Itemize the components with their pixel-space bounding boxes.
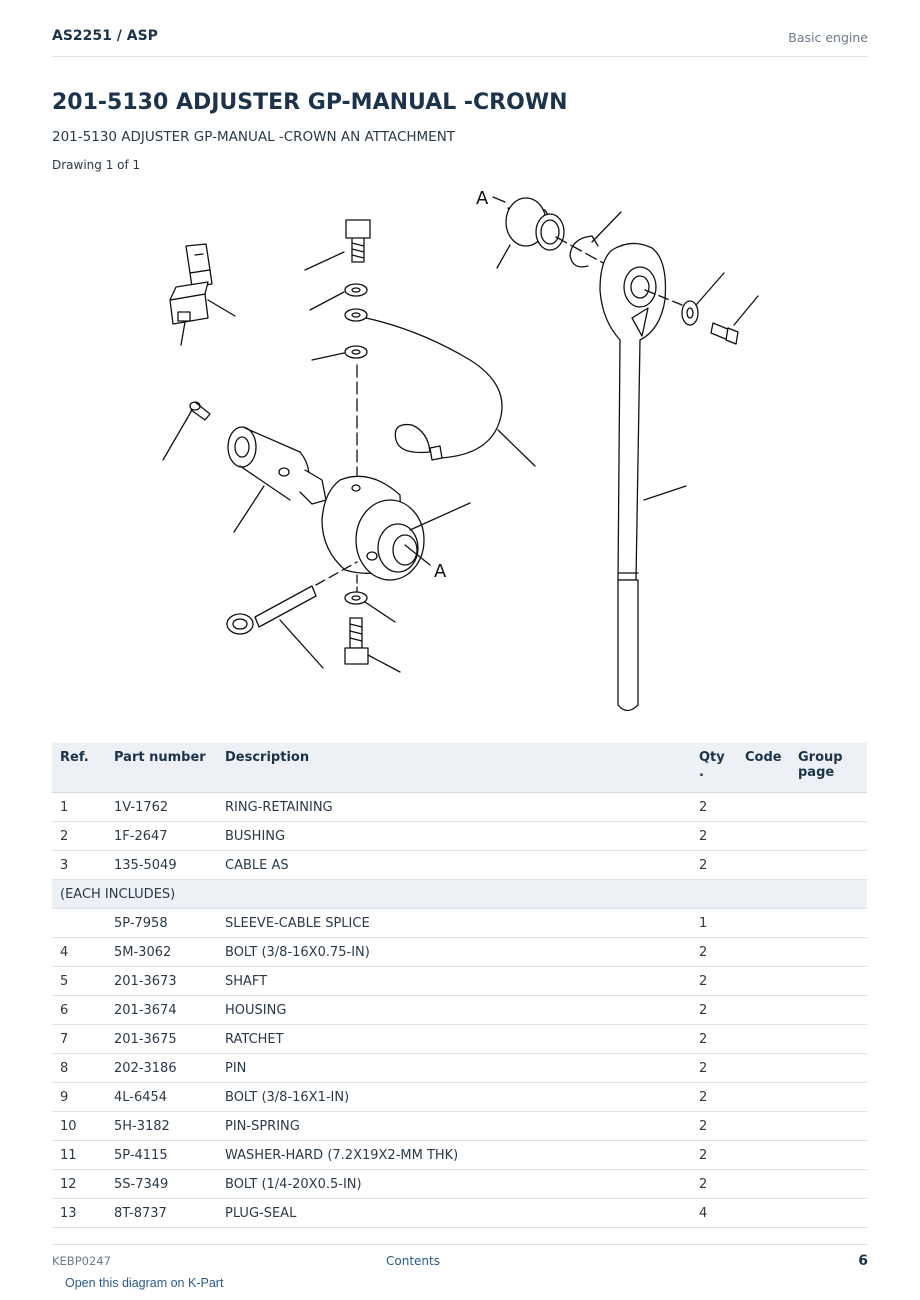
cell-qty: 2 bbox=[691, 1083, 737, 1112]
cell-part-number: 4L-6454 bbox=[106, 1083, 217, 1112]
pin-part bbox=[227, 562, 357, 668]
table-row bbox=[52, 822, 867, 851]
cell-code bbox=[737, 1141, 790, 1170]
cell-group-page bbox=[790, 1083, 867, 1112]
cell-description: BOLT (1/4-20X0.5-IN) bbox=[217, 1170, 691, 1199]
cell-part-number: 5S-7349 bbox=[106, 1170, 217, 1199]
cell-part-number: 1V-1762 bbox=[106, 793, 217, 822]
cell-code bbox=[737, 1025, 790, 1054]
cell-ref bbox=[52, 909, 106, 938]
washer-hard-part bbox=[682, 273, 758, 344]
cell-code bbox=[737, 1112, 790, 1141]
cell-code bbox=[737, 822, 790, 851]
cell-part-number: 135-5049 bbox=[106, 851, 217, 880]
cell-qty: 2 bbox=[691, 1112, 737, 1141]
table-row bbox=[52, 1025, 867, 1054]
cell-group-page bbox=[790, 909, 867, 938]
cell-part-number: 201-3675 bbox=[106, 1025, 217, 1054]
table-row bbox=[52, 1112, 867, 1141]
housing-part bbox=[322, 476, 470, 580]
document-id: AS2251 / ASP bbox=[52, 28, 158, 44]
table-row bbox=[52, 938, 867, 967]
col-description: Description bbox=[217, 743, 691, 793]
page-number: 6 bbox=[858, 1253, 868, 1269]
cell-ref: 3 bbox=[52, 851, 106, 880]
callout-a-bottom: A bbox=[434, 561, 447, 582]
cell-description: RATCHET bbox=[217, 1025, 691, 1054]
cell-group-page bbox=[790, 1025, 867, 1054]
cell-qty: 2 bbox=[691, 1054, 737, 1083]
cell-ref: 7 bbox=[52, 1025, 106, 1054]
cell-ref: 8 bbox=[52, 1054, 106, 1083]
col-qty: Qty . bbox=[691, 743, 737, 793]
cell-description: HOUSING bbox=[217, 996, 691, 1025]
bottom-bolt-part bbox=[345, 575, 400, 672]
cell-qty: 2 bbox=[691, 822, 737, 851]
cell-part-number: 202-3186 bbox=[106, 1054, 217, 1083]
cell-code bbox=[737, 967, 790, 996]
cell-ref: 11 bbox=[52, 1141, 106, 1170]
cell-part-number: 201-3674 bbox=[106, 996, 217, 1025]
table-row bbox=[52, 851, 867, 880]
plug-seal-part bbox=[170, 244, 235, 345]
contents-link[interactable]: Contents bbox=[386, 1254, 440, 1268]
cell-group-page bbox=[790, 851, 867, 880]
cell-ref: 10 bbox=[52, 1112, 106, 1141]
table-row bbox=[52, 1170, 867, 1199]
parts-table bbox=[52, 743, 867, 1228]
cell-code bbox=[737, 1170, 790, 1199]
cell-part-number: 5P-7958 bbox=[106, 909, 217, 938]
cell-qty: 2 bbox=[691, 793, 737, 822]
drawing-label: Drawing 1 of 1 bbox=[52, 158, 141, 172]
cell-description: BUSHING bbox=[217, 822, 691, 851]
document-code: KEBP0247 bbox=[52, 1254, 111, 1268]
table-row bbox=[52, 1054, 867, 1083]
cable-assembly-part bbox=[366, 318, 535, 466]
col-part-number: Part number bbox=[106, 743, 217, 793]
cell-group-page bbox=[790, 996, 867, 1025]
cell-description: RING-RETAINING bbox=[217, 793, 691, 822]
cell-part-number: 201-3673 bbox=[106, 967, 217, 996]
cell-description: BOLT (3/8-16X1-IN) bbox=[217, 1083, 691, 1112]
cell-part-number: 5M-3062 bbox=[106, 938, 217, 967]
cell-ref: 5 bbox=[52, 967, 106, 996]
cell-group-page bbox=[790, 1170, 867, 1199]
cell-code bbox=[737, 909, 790, 938]
cell-code bbox=[737, 1083, 790, 1112]
cell-group-page bbox=[790, 938, 867, 967]
cell-group-page bbox=[790, 793, 867, 822]
cell-ref: 4 bbox=[52, 938, 106, 967]
cell-qty: 1 bbox=[691, 909, 737, 938]
table-row bbox=[52, 996, 867, 1025]
cell-description: BOLT (3/8-16X0.75-IN) bbox=[217, 938, 691, 967]
cell-code bbox=[737, 793, 790, 822]
cell-description: PIN bbox=[217, 1054, 691, 1083]
cell-code bbox=[737, 1199, 790, 1228]
col-group-page: Group page bbox=[790, 743, 867, 793]
table-header-row bbox=[52, 743, 867, 793]
page-subtitle: 201-5130 ADJUSTER GP-MANUAL -CROWN AN ATTACHMENT bbox=[52, 129, 456, 145]
callout-a-top: A bbox=[476, 188, 489, 209]
cell-qty: 2 bbox=[691, 967, 737, 996]
cell-part-number: 8T-8737 bbox=[106, 1199, 217, 1228]
cell-group-page bbox=[790, 1054, 867, 1083]
table-row bbox=[52, 793, 867, 822]
col-ref: Ref. bbox=[52, 743, 106, 793]
cell-group-page bbox=[790, 1141, 867, 1170]
cell-qty: 2 bbox=[691, 1141, 737, 1170]
cell-code bbox=[737, 996, 790, 1025]
table-row bbox=[52, 1141, 867, 1170]
table-row bbox=[52, 1199, 867, 1228]
open-kpart-link[interactable]: Open this diagram on K-Part bbox=[65, 1276, 224, 1290]
top-bolt-part bbox=[305, 220, 370, 270]
cell-group-page bbox=[790, 1112, 867, 1141]
cell-ref: 1 bbox=[52, 793, 106, 822]
page-title: 201-5130 ADJUSTER GP-MANUAL -CROWN bbox=[52, 90, 568, 115]
cell-code bbox=[737, 851, 790, 880]
cell-description: WASHER-HARD (7.2X19X2-MM THK) bbox=[217, 1141, 691, 1170]
cell-ref: 2 bbox=[52, 822, 106, 851]
section-name: Basic engine bbox=[788, 30, 868, 45]
col-code: Code bbox=[737, 743, 790, 793]
pin-spring-part bbox=[163, 402, 210, 460]
cell-ref: 6 bbox=[52, 996, 106, 1025]
cell-part-number: 5H-3182 bbox=[106, 1112, 217, 1141]
cell-description: PIN-SPRING bbox=[217, 1112, 691, 1141]
cell-qty: 2 bbox=[691, 938, 737, 967]
cell-ref: 12 bbox=[52, 1170, 106, 1199]
cell-group-page bbox=[790, 1199, 867, 1228]
cell-description: SLEEVE-CABLE SPLICE bbox=[217, 909, 691, 938]
cell-qty: 2 bbox=[691, 851, 737, 880]
cell-description: PLUG-SEAL bbox=[217, 1199, 691, 1228]
cell-group-page bbox=[790, 822, 867, 851]
table-group-row bbox=[52, 880, 867, 909]
cell-group-page bbox=[790, 967, 867, 996]
shaft-part bbox=[228, 427, 326, 532]
ratchet-part bbox=[600, 243, 686, 710]
page-footer bbox=[52, 1244, 868, 1275]
cell-qty: 4 bbox=[691, 1199, 737, 1228]
cell-code bbox=[737, 1054, 790, 1083]
cell-part-number: 1F-2647 bbox=[106, 822, 217, 851]
bushing-part bbox=[493, 197, 605, 268]
cell-description: CABLE AS bbox=[217, 851, 691, 880]
cell-qty: 2 bbox=[691, 1025, 737, 1054]
washer-parts bbox=[310, 284, 367, 480]
table-row bbox=[52, 909, 867, 938]
page-header bbox=[52, 28, 868, 57]
table-row bbox=[52, 1083, 867, 1112]
cell-qty: 2 bbox=[691, 996, 737, 1025]
table-row bbox=[52, 967, 867, 996]
group-label: (EACH INCLUDES) bbox=[52, 880, 867, 909]
cell-ref: 13 bbox=[52, 1199, 106, 1228]
cell-ref: 9 bbox=[52, 1083, 106, 1112]
cell-part-number: 5P-4115 bbox=[106, 1141, 217, 1170]
cell-description: SHAFT bbox=[217, 967, 691, 996]
cell-code bbox=[737, 938, 790, 967]
cell-qty: 2 bbox=[691, 1170, 737, 1199]
parts-diagram[interactable] bbox=[140, 178, 780, 726]
